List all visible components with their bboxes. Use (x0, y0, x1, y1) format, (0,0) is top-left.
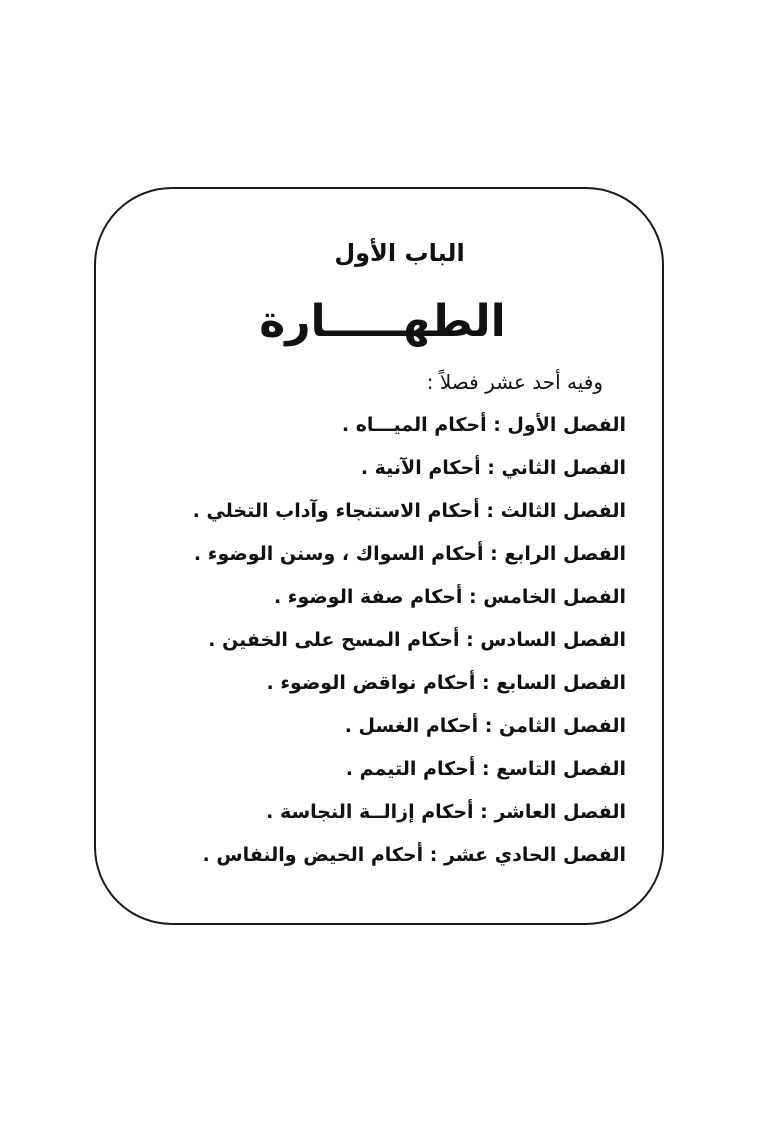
chapter-title: الطهـــــارة (259, 296, 506, 347)
section-item-6: الفصل السادس : أحكام المسح على الخفين . (208, 629, 626, 651)
section-list (192, 406, 626, 879)
section-item-7: الفصل السابع : أحكام نواقض الوضوء . (266, 672, 626, 694)
section-item-1: الفصل الأول : أحكام الميـــاه . (341, 414, 626, 436)
section-item-9: الفصل التاسع : أحكام التيمم . (345, 758, 626, 780)
chapter-label: الباب الأول (334, 239, 465, 267)
section-item-5: الفصل الخامس : أحكام صفة الوضوء . (273, 586, 626, 608)
section-item-8: الفصل الثامن : أحكام الغسل . (344, 715, 626, 737)
chapter-intro: وفيه أحد عشر فصلاً : (426, 370, 603, 394)
section-item-4: الفصل الرابع : أحكام السواك ، وسنن الوضوء . (193, 543, 626, 565)
section-item-2: الفصل الثاني : أحكام الآنية . (360, 457, 626, 479)
section-item-3: الفصل الثالث : أحكام الاستنجاء وآداب التخلي . (192, 500, 626, 522)
section-item-10: الفصل العاشر : أحكام إزالــة النجاسة . (266, 801, 626, 823)
section-item-11: الفصل الحادي عشر : أحكام الحيض والنفاس . (202, 844, 626, 866)
